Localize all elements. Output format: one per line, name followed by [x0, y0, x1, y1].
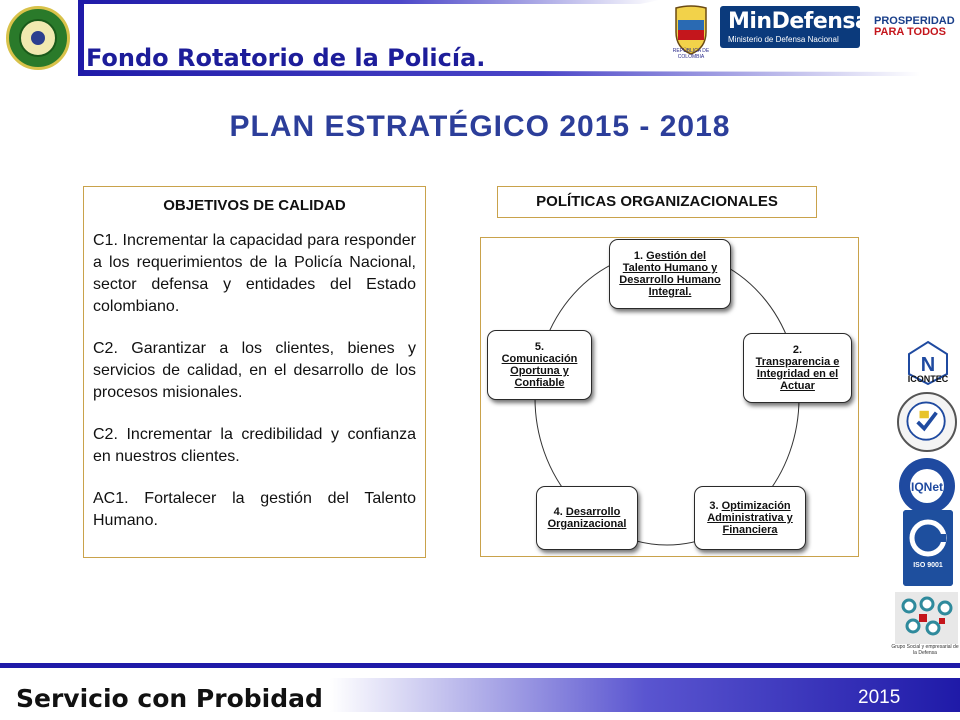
footer-motto: Servicio con Probidad — [16, 684, 323, 713]
mindefensa-subtitle: Ministerio de Defensa Nacional — [728, 35, 839, 44]
slogan-line1: PROSPERIDAD — [874, 15, 955, 27]
policy-number: 2. — [792, 344, 803, 356]
iso-label: ISO 9001 — [913, 562, 943, 569]
objective-item: C2. Garantizar a los clientes, bienes y servicios de calidad, en el desarrollo de los procesos misionales. — [93, 340, 416, 401]
policy-label: Gestión del Talento Humano y Desarrollo Humano Integral. — [619, 250, 721, 298]
policy-node-3 — [694, 486, 806, 550]
quality-objectives-panel — [83, 186, 426, 558]
policy-node-5 — [487, 330, 592, 400]
svg-text:N: N — [920, 354, 936, 376]
certification-badge-icon — [897, 392, 957, 452]
policy-label: Optimización Administrativa y Financiera — [707, 500, 793, 536]
seal-emblem — [19, 19, 57, 57]
footer-year: 2015 — [858, 687, 901, 708]
iqnet-logo-icon — [899, 458, 955, 514]
mindefensa-logo — [720, 6, 870, 48]
policy-node-4 — [536, 486, 638, 550]
policy-label: Comunicación Oportuna y Confiable — [501, 353, 578, 389]
footer-divider — [0, 663, 960, 668]
policy-label: Desarrollo Organizacional — [547, 506, 627, 530]
policy-label: Transparencia e Integridad en el Actuar — [755, 356, 840, 392]
coat-caption: REPÚBLICA DE COLOMBIA — [672, 48, 710, 60]
gsed-logo-icon — [895, 592, 958, 644]
icontec-label: ICONTEC — [907, 374, 949, 384]
mindefensa-title: MinDefensa — [728, 9, 870, 34]
policy-node-2 — [743, 333, 852, 403]
policy-number: 4. — [553, 506, 563, 518]
policy-number: 3. — [709, 500, 719, 512]
objective-item: C1. Incrementar la capacidad para responder a los requerimientos de la Policía Nacional, sector defensa y entidades del Estado colombiano. — [93, 232, 416, 315]
policy-number: 5. — [534, 341, 545, 353]
objective-item: AC1. Fortalecer la gestión del Talento Humano. — [93, 490, 416, 529]
policy-node-1 — [609, 239, 731, 309]
objectives-heading: OBJETIVOS DE CALIDAD — [163, 197, 346, 214]
police-seal-logo — [6, 6, 70, 70]
policy-number: 1. — [633, 250, 644, 262]
policies-heading: POLÍTICAS ORGANIZACIONALES — [497, 186, 817, 218]
iso-9001-logo-icon — [903, 510, 953, 586]
seal-core — [31, 31, 45, 45]
slogan-line2: PARA TODOS — [874, 26, 946, 38]
page-title: PLAN ESTRATÉGICO 2015 - 2018 — [229, 110, 731, 143]
prosperidad-logo — [874, 16, 956, 38]
objective-item: C2. Incrementar la credibilidad y confianza en nuestros clientes. — [93, 426, 416, 465]
organization-title: Fondo Rotatorio de la Policía. — [86, 44, 486, 72]
iqnet-label: IQNet — [910, 480, 944, 494]
policies-cycle-panel — [480, 237, 859, 557]
gsed-caption: Grupo Social y empresarial de la Defensa — [891, 644, 959, 656]
